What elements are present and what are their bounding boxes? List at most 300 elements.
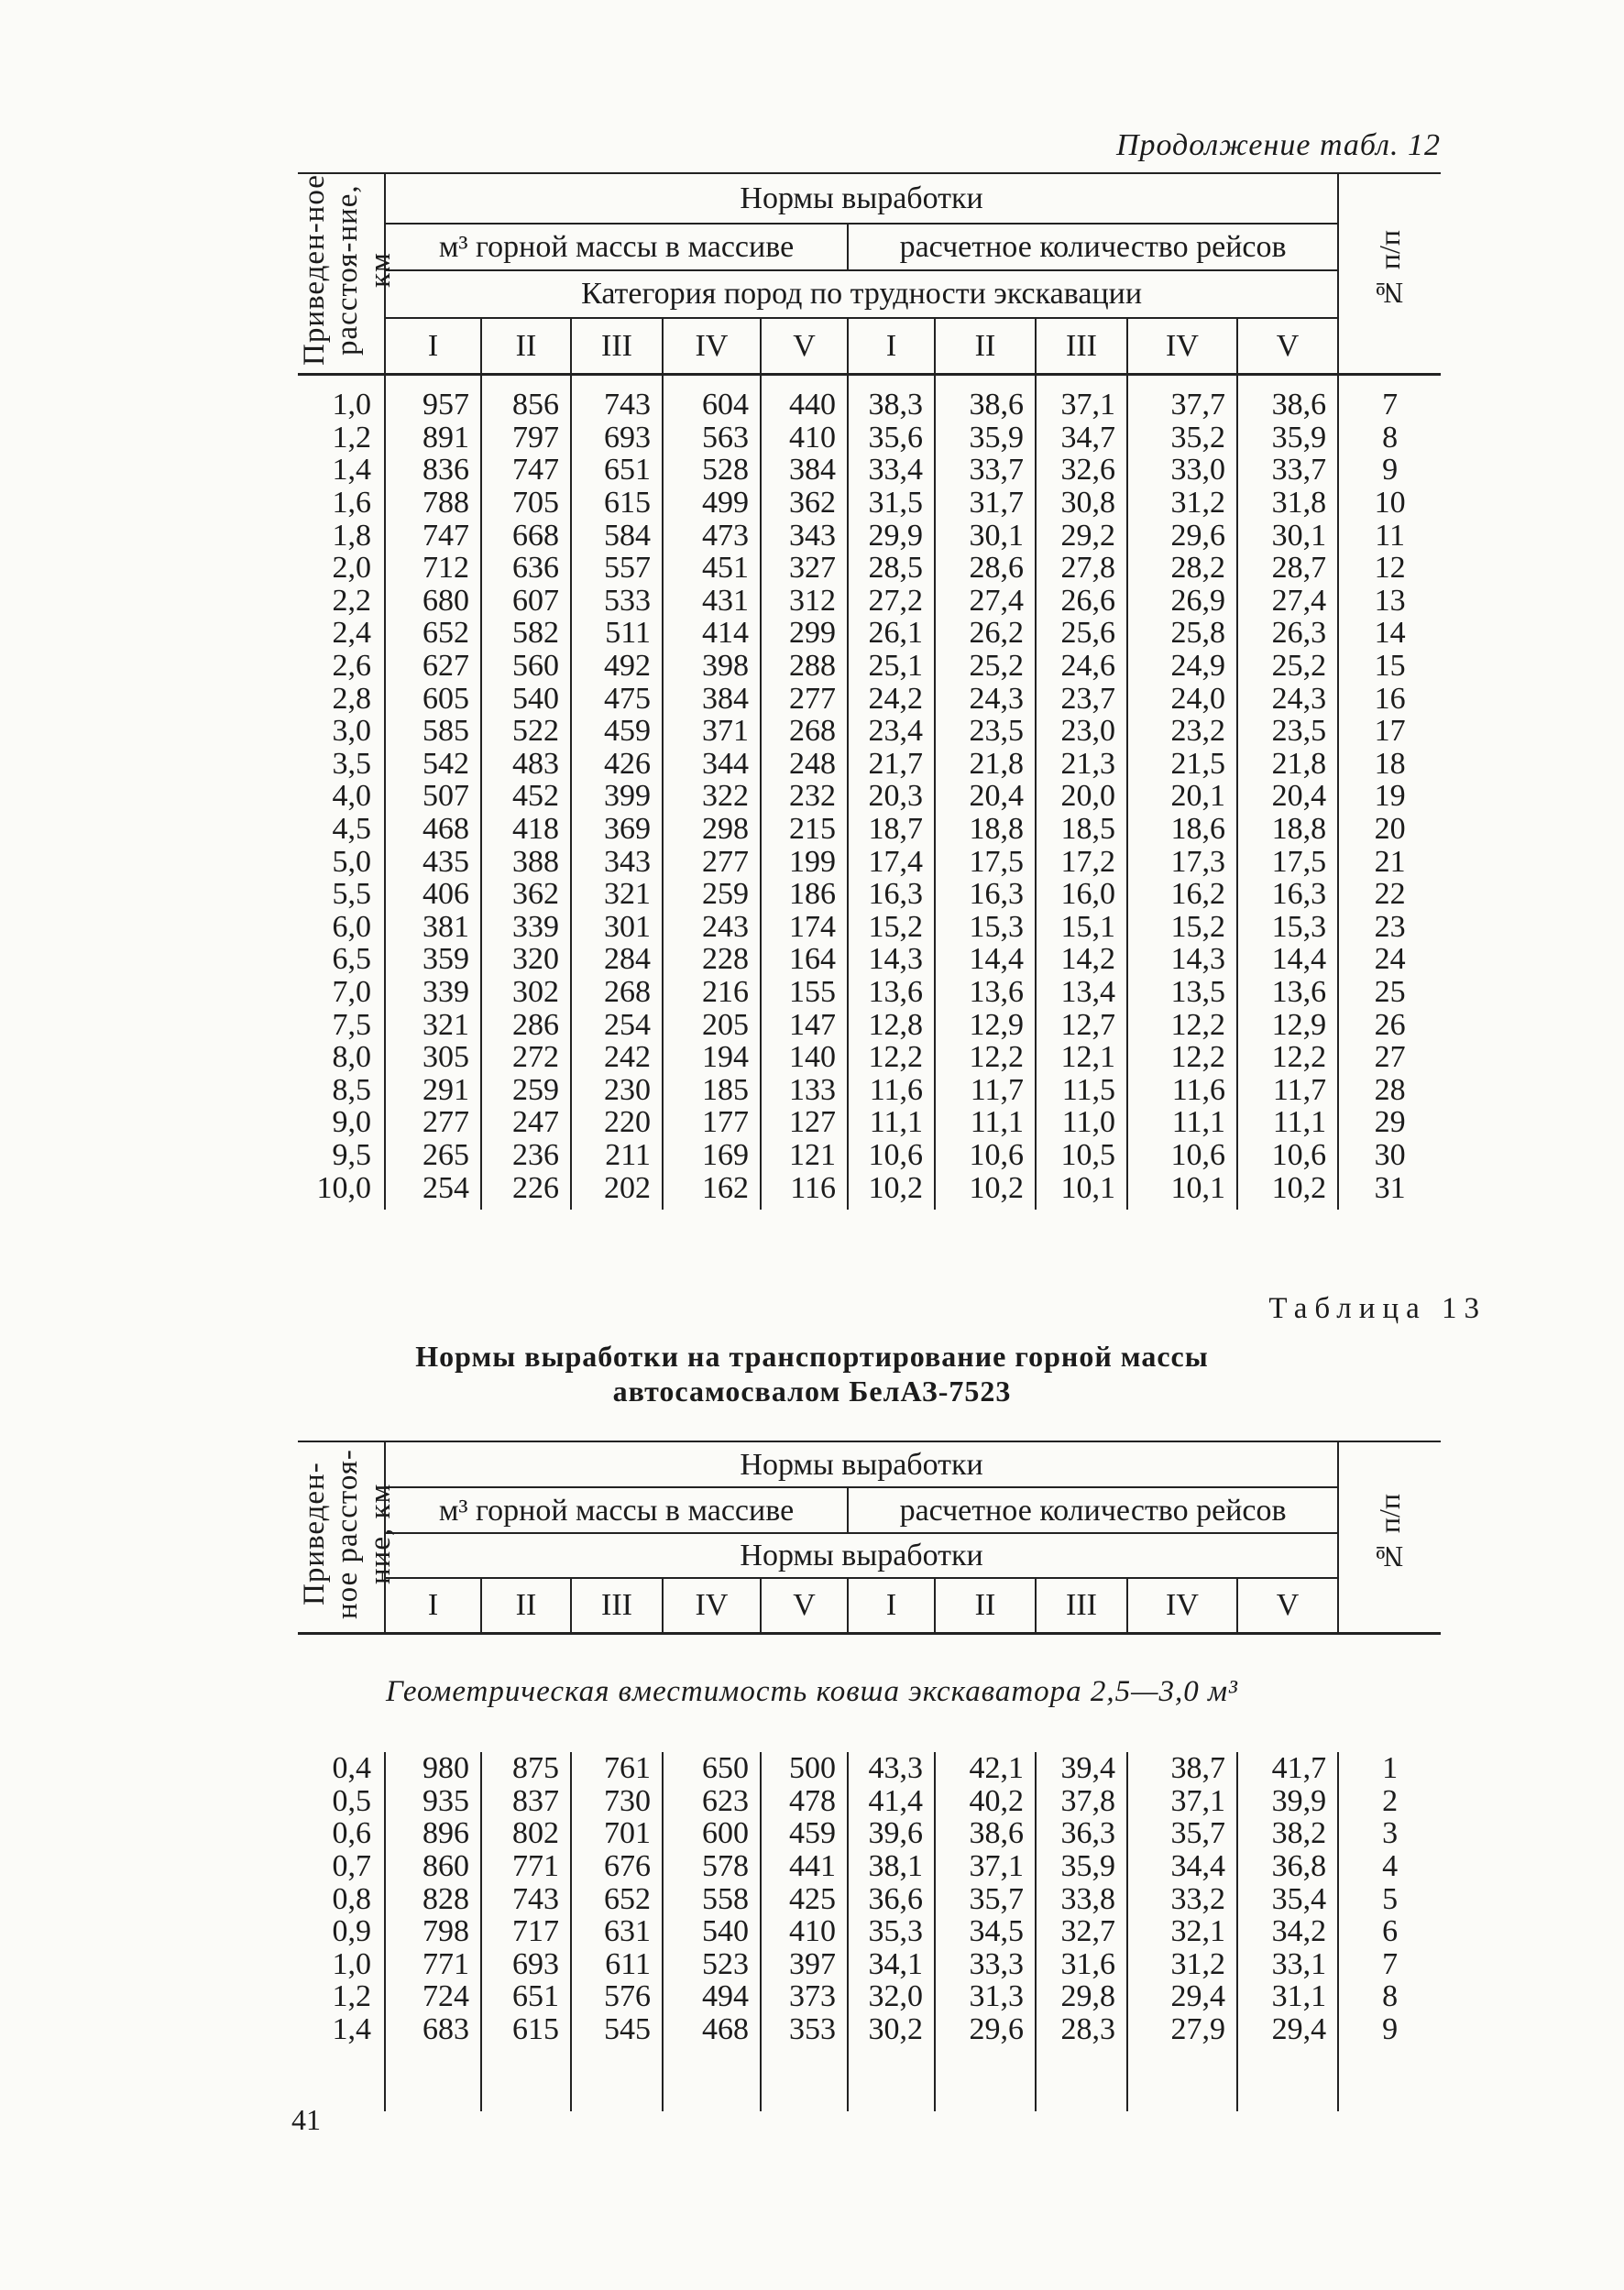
distance-header-cell-13 — [298, 1441, 397, 1634]
volume-cell: 730 — [571, 1785, 663, 1818]
trips-cell: 12,2 — [848, 1041, 935, 1074]
trips-cell: 26,6 — [1036, 585, 1127, 618]
trips-cell: 34,5 — [935, 1915, 1036, 1948]
rownum-cell: 7 — [1338, 375, 1441, 422]
trips-cell: 33,8 — [1036, 1882, 1127, 1915]
table-13-subtitle: Геометрическая вместимость ковша экскаватора 2,5—3,0 м³ — [386, 1675, 1238, 1708]
trips-cell: 31,1 — [1237, 1980, 1338, 2013]
volume-cell: 216 — [663, 976, 761, 1009]
trips-cell: 17,3 — [1127, 845, 1237, 878]
distance-cell: 2,6 — [298, 650, 385, 683]
trips-cell: 27,8 — [1036, 552, 1127, 585]
volume-cell: 362 — [481, 878, 571, 911]
distance-cell: 4,5 — [298, 813, 385, 846]
table13-category-5: V — [761, 1578, 848, 1634]
table-row — [298, 1980, 1441, 2013]
padding-cell — [571, 1204, 663, 1210]
trips-cell: 27,4 — [1237, 585, 1338, 618]
padding-cell — [481, 1204, 571, 1210]
trips-cell: 38,7 — [1127, 1752, 1237, 1785]
table-row — [298, 454, 1441, 487]
table13-category-4: IV — [663, 1578, 761, 1634]
trips-cell: 27,9 — [1127, 2013, 1237, 2046]
trips-cell: 36,8 — [1237, 1850, 1338, 1883]
padding-cell — [1036, 1204, 1127, 1210]
table-row — [298, 1882, 1441, 1915]
table-row — [298, 1752, 1441, 1785]
trips-cell: 15,1 — [1036, 911, 1127, 944]
table-row — [298, 813, 1441, 846]
trips-cell: 40,2 — [935, 1785, 1036, 1818]
volume-cell: 935 — [422, 1783, 469, 1818]
volume-cell: 435 — [422, 844, 469, 879]
volume-cell: 299 — [761, 617, 848, 650]
trips-cell: 23,2 — [1127, 715, 1237, 748]
trips-cell: 30,1 — [1237, 519, 1338, 552]
trips-cell: 31,7 — [935, 487, 1036, 520]
volume-cell: 373 — [761, 1980, 848, 2013]
rownum-cell: 12 — [1338, 552, 1441, 585]
table-row — [298, 552, 1441, 585]
volume-cell: 584 — [571, 519, 663, 552]
volume-cell: 243 — [663, 911, 761, 944]
padding-cell — [935, 2045, 1036, 2111]
padding-cell — [298, 2045, 385, 2111]
table-row — [298, 943, 1441, 976]
volume-cell: 277 — [422, 1105, 469, 1140]
volume-cell: 312 — [761, 585, 848, 618]
volume-cell: 147 — [761, 1008, 848, 1041]
volume-cell: 676 — [571, 1850, 663, 1883]
volume-cell: 327 — [761, 552, 848, 585]
rownum-cell: 31 — [1338, 1171, 1441, 1204]
volume-cell: 468 — [663, 2013, 761, 2046]
volume-cell: 247 — [481, 1106, 571, 1139]
volume-cell: 627 — [422, 649, 469, 684]
trips-cell: 10,1 — [1127, 1171, 1237, 1204]
trips-cell: 33,7 — [1237, 454, 1338, 487]
distance-header-cell — [298, 173, 397, 375]
volume-cell: 533 — [571, 585, 663, 618]
volume-cell: 259 — [663, 878, 761, 911]
distance-cell: 6,0 — [298, 911, 385, 944]
table-row — [298, 1073, 1441, 1106]
table-row — [298, 1850, 1441, 1883]
padding-cell — [298, 1204, 385, 1210]
volume-cell: 199 — [761, 845, 848, 878]
trips-cell: 21,8 — [1237, 748, 1338, 781]
table-row — [298, 1008, 1441, 1041]
trips-cell: 26,2 — [935, 617, 1036, 650]
table-row — [298, 1817, 1441, 1850]
volume-cell: 701 — [571, 1817, 663, 1850]
volume-cell: 693 — [571, 422, 663, 455]
volume-cell: 177 — [663, 1106, 761, 1139]
trips-cell: 23,5 — [935, 715, 1036, 748]
trips-cell: 13,5 — [1127, 976, 1237, 1009]
rownum-header-cell-13 — [1338, 1441, 1441, 1634]
trips-cell: 32,7 — [1036, 1915, 1127, 1948]
volume-cell: 771 — [422, 1946, 469, 1981]
category-header: Категория пород по трудности экскавации — [385, 270, 1338, 317]
volume-cell: 242 — [571, 1041, 663, 1074]
trips-cell: 29,4 — [1237, 2013, 1338, 2046]
trips-cell: 30,1 — [935, 519, 1036, 552]
trips-cell: 37,1 — [1127, 1785, 1237, 1818]
trips-cell: 15,3 — [1237, 911, 1338, 944]
rownum-cell: 10 — [1338, 487, 1441, 520]
trips-cell: 32,1 — [1127, 1915, 1237, 1948]
trips-cell: 29,8 — [1036, 1980, 1127, 2013]
trips-cell: 12,1 — [1036, 1041, 1127, 1074]
volume-cell: 563 — [663, 422, 761, 455]
trips-cell: 21,3 — [1036, 748, 1127, 781]
trips-cell: 20,4 — [935, 780, 1036, 813]
trips-cell: 17,5 — [935, 845, 1036, 878]
distance-header: Приведен-ное расстоя-ние, км — [298, 174, 397, 367]
volume-cell: 369 — [571, 813, 663, 846]
rownum-cell: 26 — [1338, 1008, 1441, 1041]
volume-cell: 305 — [422, 1040, 469, 1075]
trips-cell: 28,7 — [1237, 552, 1338, 585]
distance-cell: 2,0 — [298, 552, 385, 585]
volume-cell: 523 — [663, 1948, 761, 1981]
trips-cell: 26,9 — [1127, 585, 1237, 618]
trips-cell: 34,4 — [1127, 1850, 1237, 1883]
table-13 — [298, 1441, 1441, 2111]
trips-cell: 11,6 — [848, 1073, 935, 1106]
padding-cell — [1338, 1204, 1441, 1210]
trips-cell: 13,6 — [1237, 976, 1338, 1009]
volume-cell: 169 — [663, 1139, 761, 1172]
trips-cell: 14,3 — [1127, 943, 1237, 976]
volume-cell: 384 — [761, 454, 848, 487]
volume-cell: 623 — [663, 1785, 761, 1818]
trips-cell: 28,6 — [935, 552, 1036, 585]
trips-cell: 23,0 — [1036, 715, 1127, 748]
volume-cell: 747 — [422, 518, 469, 553]
trips-cell: 31,3 — [935, 1980, 1036, 2013]
volume-cell: 542 — [422, 746, 469, 781]
volume-cell: 440 — [761, 375, 848, 422]
trips-cell: 24,0 — [1127, 682, 1237, 715]
volume-cell: 277 — [761, 682, 848, 715]
volume-cell: 705 — [481, 487, 571, 520]
distance-cell: 0,9 — [298, 1915, 385, 1948]
rownum-cell: 21 — [1338, 845, 1441, 878]
trips-cell: 18,5 — [1036, 813, 1127, 846]
rownum-cell: 4 — [1338, 1850, 1441, 1883]
trips-cell: 33,3 — [935, 1948, 1036, 1981]
table-row — [298, 1948, 1441, 1981]
trips-cell: 35,9 — [1036, 1850, 1127, 1883]
volume-cell: 302 — [481, 976, 571, 1009]
volume-cell: 322 — [663, 780, 761, 813]
volume-cell: 321 — [571, 878, 663, 911]
trips-cell: 11,1 — [1237, 1106, 1338, 1139]
volume-cell: 891 — [422, 420, 469, 455]
distance-cell: 8,5 — [298, 1073, 385, 1106]
table-row — [298, 1915, 1441, 1948]
volume-cell: 414 — [663, 617, 761, 650]
volume-cell: 468 — [422, 812, 469, 847]
trips-cell: 17,5 — [1237, 845, 1338, 878]
volume-cell: 724 — [422, 1979, 469, 2014]
trips-header-13: расчетное количество рейсов — [848, 1487, 1338, 1533]
table12-category-10: V — [1237, 318, 1338, 375]
trips-cell: 33,2 — [1127, 1882, 1237, 1915]
distance-cell: 1,0 — [298, 1948, 385, 1981]
trips-cell: 38,6 — [935, 1817, 1036, 1850]
volume-cell: 507 — [422, 779, 469, 814]
volume-cell: 232 — [761, 780, 848, 813]
table-row — [298, 878, 1441, 911]
trips-cell: 10,2 — [1237, 1171, 1338, 1204]
table-row — [298, 1785, 1441, 1818]
trips-cell: 12,2 — [1127, 1008, 1237, 1041]
continuation-title: Продолжение табл. 12 — [1115, 128, 1441, 162]
trips-cell: 25,2 — [1237, 650, 1338, 683]
table13-category-8: III — [1036, 1578, 1127, 1634]
table13-category-7: II — [935, 1578, 1036, 1634]
volume-cell: 802 — [481, 1817, 571, 1850]
distance-cell: 9,0 — [298, 1106, 385, 1139]
distance-cell: 2,4 — [298, 617, 385, 650]
trips-cell: 13,6 — [848, 976, 935, 1009]
distance-cell: 1,0 — [298, 375, 385, 422]
trips-cell: 10,1 — [1036, 1171, 1127, 1204]
trips-cell: 35,7 — [1127, 1817, 1237, 1850]
volume-cell: 585 — [422, 714, 469, 749]
volume-cell: 353 — [761, 2013, 848, 2046]
rownum-cell: 20 — [1338, 813, 1441, 846]
trips-cell: 23,7 — [1036, 682, 1127, 715]
volume-cell: 957 — [422, 388, 469, 422]
rownum-cell: 28 — [1338, 1073, 1441, 1106]
trips-cell: 38,3 — [848, 375, 935, 422]
volume-cell: 693 — [481, 1948, 571, 1981]
trips-cell: 34,7 — [1036, 422, 1127, 455]
distance-cell: 8,0 — [298, 1041, 385, 1074]
table-row — [298, 585, 1441, 618]
table13-category-2: II — [481, 1578, 571, 1634]
trips-cell: 31,2 — [1127, 1948, 1237, 1981]
rownum-cell: 17 — [1338, 715, 1441, 748]
volume-cell: 185 — [663, 1073, 761, 1106]
trips-cell: 21,8 — [935, 748, 1036, 781]
volume-cell: 425 — [761, 1882, 848, 1915]
trips-cell: 39,4 — [1036, 1752, 1127, 1785]
trips-cell: 35,7 — [935, 1882, 1036, 1915]
trips-cell: 10,5 — [1036, 1139, 1127, 1172]
table-row — [298, 976, 1441, 1009]
trips-cell: 15,2 — [1127, 911, 1237, 944]
rownum-cell: 30 — [1338, 1139, 1441, 1172]
table-row — [298, 519, 1441, 552]
volume-cell: 399 — [571, 780, 663, 813]
table-row — [298, 2013, 1441, 2046]
volume-cell: 236 — [481, 1139, 571, 1172]
volume-header-13: м³ горной массы в массиве — [385, 1487, 848, 1533]
trips-cell: 12,7 — [1036, 1008, 1127, 1041]
trips-cell: 11,7 — [935, 1073, 1036, 1106]
padding-cell — [571, 2045, 663, 2111]
table13-category-6: I — [848, 1578, 935, 1634]
volume-header: м³ горной массы в массиве — [385, 224, 848, 270]
distance-cell: 0,7 — [298, 1850, 385, 1883]
rownum-cell: 7 — [1338, 1948, 1441, 1981]
trips-cell: 34,2 — [1237, 1915, 1338, 1948]
distance-cell: 2,8 — [298, 682, 385, 715]
distance-cell: 4,0 — [298, 780, 385, 813]
volume-cell: 431 — [663, 585, 761, 618]
volume-cell: 528 — [663, 454, 761, 487]
volume-cell: 540 — [481, 682, 571, 715]
distance-cell: 3,5 — [298, 748, 385, 781]
volume-cell: 651 — [571, 454, 663, 487]
volume-cell: 860 — [422, 1849, 469, 1884]
volume-cell: 228 — [663, 943, 761, 976]
trips-cell: 11,0 — [1036, 1106, 1127, 1139]
trips-cell: 11,1 — [848, 1106, 935, 1139]
volume-cell: 265 — [422, 1137, 469, 1172]
volume-cell: 339 — [422, 974, 469, 1009]
padding-cell — [385, 1204, 481, 1210]
trips-cell: 20,0 — [1036, 780, 1127, 813]
volume-cell: 560 — [481, 650, 571, 683]
trips-cell: 10,6 — [1237, 1139, 1338, 1172]
volume-cell: 761 — [571, 1752, 663, 1785]
trips-cell: 37,1 — [1036, 375, 1127, 422]
trips-cell: 23,5 — [1237, 715, 1338, 748]
trips-cell: 18,8 — [1237, 813, 1338, 846]
volume-cell: 320 — [481, 943, 571, 976]
trips-cell: 16,0 — [1036, 878, 1127, 911]
volume-cell: 410 — [761, 422, 848, 455]
table-12 — [298, 172, 1441, 1210]
volume-cell: 615 — [481, 2013, 571, 2046]
trips-cell: 17,4 — [848, 845, 935, 878]
trips-cell: 38,6 — [935, 375, 1036, 422]
trips-cell: 32,0 — [848, 1980, 935, 2013]
trips-cell: 42,1 — [935, 1752, 1036, 1785]
volume-cell: 582 — [481, 617, 571, 650]
volume-cell: 362 — [761, 487, 848, 520]
distance-cell: 1,8 — [298, 519, 385, 552]
volume-cell: 164 — [761, 943, 848, 976]
table12-category-9: IV — [1127, 318, 1237, 375]
volume-cell: 291 — [422, 1072, 469, 1107]
trips-cell: 39,9 — [1237, 1785, 1338, 1818]
table13-category-9: IV — [1127, 1578, 1237, 1634]
trips-cell: 24,6 — [1036, 650, 1127, 683]
volume-cell: 371 — [663, 715, 761, 748]
volume-cell: 398 — [663, 650, 761, 683]
volume-cell: 186 — [761, 878, 848, 911]
padding-cell — [481, 2045, 571, 2111]
volume-cell: 875 — [481, 1752, 571, 1785]
trips-cell: 10,2 — [848, 1171, 935, 1204]
volume-cell: 578 — [663, 1850, 761, 1883]
padding-cell — [1237, 2045, 1338, 2111]
table-row — [298, 1139, 1441, 1172]
trips-cell: 27,2 — [848, 585, 935, 618]
rownum-cell: 8 — [1338, 1980, 1441, 2013]
rownum-cell: 25 — [1338, 976, 1441, 1009]
table-row — [298, 422, 1441, 455]
trips-cell: 41,4 — [848, 1785, 935, 1818]
trips-cell: 26,3 — [1237, 617, 1338, 650]
padding-cell — [385, 2045, 481, 2111]
volume-cell: 339 — [481, 911, 571, 944]
volume-cell: 202 — [571, 1171, 663, 1204]
padding-cell — [1127, 1204, 1237, 1210]
trips-cell: 31,6 — [1036, 1948, 1127, 1981]
trips-cell: 11,6 — [1127, 1073, 1237, 1106]
trips-cell: 36,3 — [1036, 1817, 1127, 1850]
volume-cell: 683 — [422, 2012, 469, 2047]
volume-cell: 650 — [663, 1752, 761, 1785]
table-row — [298, 1041, 1441, 1074]
trips-cell: 21,5 — [1127, 748, 1237, 781]
trips-cell: 10,6 — [1127, 1139, 1237, 1172]
trips-cell: 13,6 — [935, 976, 1036, 1009]
trips-cell: 31,5 — [848, 487, 935, 520]
trips-cell: 26,1 — [848, 617, 935, 650]
trips-cell: 12,2 — [1127, 1041, 1237, 1074]
distance-cell: 2,2 — [298, 585, 385, 618]
volume-cell: 607 — [481, 585, 571, 618]
volume-cell: 452 — [481, 780, 571, 813]
volume-cell: 600 — [663, 1817, 761, 1850]
volume-cell: 500 — [761, 1752, 848, 1785]
trips-cell: 14,2 — [1036, 943, 1127, 976]
trips-cell: 37,1 — [935, 1850, 1036, 1883]
volume-cell: 743 — [481, 1882, 571, 1915]
distance-cell: 0,6 — [298, 1817, 385, 1850]
rownum-cell: 27 — [1338, 1041, 1441, 1074]
volume-cell: 828 — [422, 1881, 469, 1916]
trips-cell: 12,2 — [1237, 1041, 1338, 1074]
table12-category-6: I — [848, 318, 935, 375]
trips-cell: 36,6 — [848, 1882, 935, 1915]
distance-cell: 3,0 — [298, 715, 385, 748]
trips-cell: 21,7 — [848, 748, 935, 781]
rownum-cell: 6 — [1338, 1915, 1441, 1948]
trips-cell: 35,4 — [1237, 1882, 1338, 1915]
volume-cell: 162 — [663, 1171, 761, 1204]
volume-cell: 277 — [663, 845, 761, 878]
volume-cell: 211 — [571, 1139, 663, 1172]
rownum-cell: 5 — [1338, 1882, 1441, 1915]
volume-cell: 743 — [571, 375, 663, 422]
rownum-cell: 23 — [1338, 911, 1441, 944]
distance-cell: 1,6 — [298, 487, 385, 520]
volume-cell: 615 — [571, 487, 663, 520]
norms-header: Нормы выработки — [385, 173, 1338, 224]
rownum-cell: 8 — [1338, 422, 1441, 455]
trips-cell: 37,8 — [1036, 1785, 1127, 1818]
trips-cell: 29,9 — [848, 519, 935, 552]
trips-cell: 25,8 — [1127, 617, 1237, 650]
table-row — [298, 487, 1441, 520]
distance-cell: 5,0 — [298, 845, 385, 878]
volume-cell: 288 — [761, 650, 848, 683]
padding-cell — [848, 1204, 935, 1210]
volume-cell: 499 — [663, 487, 761, 520]
volume-cell: 473 — [663, 519, 761, 552]
volume-cell: 397 — [761, 1948, 848, 1981]
